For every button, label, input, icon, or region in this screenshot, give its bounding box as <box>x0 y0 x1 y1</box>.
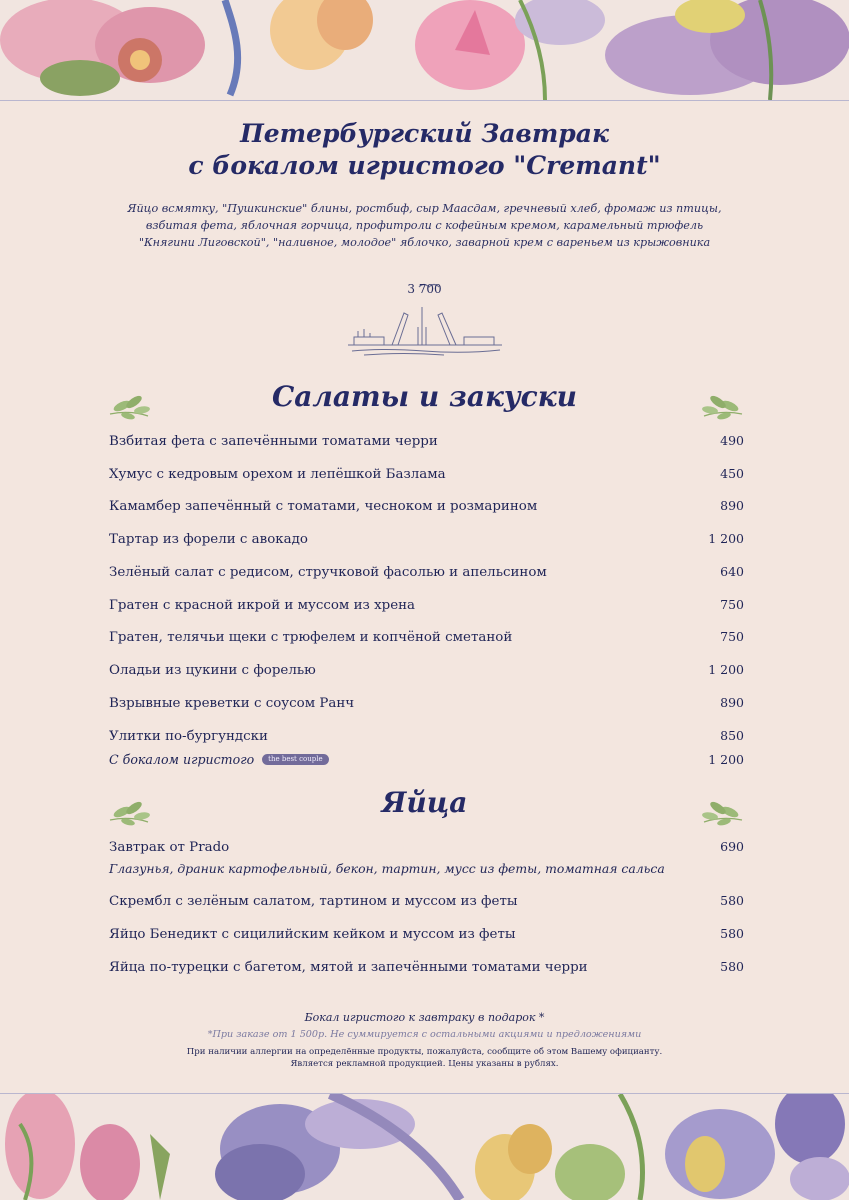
menu-item-price: 850 <box>720 728 744 743</box>
allergy-notice: При наличии аллергии на определённые продукты, пожалуйста, сообщите об этом Вашему официанту. <box>186 1047 663 1057</box>
breakfast-description: Яйцо всмятку, "Пушкинские" блины, ростбиф, сыр Маасдам, гречневый хлеб, фромаж из птицы, взбитая фета, яблочная горчица, профитроли с кофейным кремом, карамельный трюфель "Княгини Лиговской", "наливное, молодое" яблочко, заварной крем с вареньем из крыжовника <box>127 202 722 249</box>
floral-border-bottom <box>0 1093 849 1200</box>
menu-item-price: 890 <box>720 498 744 513</box>
menu-item-name: Яйцо Бенедикт с сицилийским кейком и муссом из феты <box>109 927 516 942</box>
menu-item-name: Зелёный салат с редисом, стручковой фасолью и апельсином <box>109 565 547 580</box>
menu-item <box>109 498 744 514</box>
menu-item-name: Тартар из форели с авокадо <box>109 532 308 547</box>
menu-item <box>109 662 744 678</box>
leaf-sprig-right-icon <box>700 794 744 826</box>
menu-item-description: Глазунья, драник картофельный, бекон, тартин, мусс из феты, томатная сальса <box>109 861 665 876</box>
menu-item-name: Оладьи из цукини с форелью <box>109 663 316 678</box>
menu-item-price: 1 200 <box>708 531 744 546</box>
menu-item-name: Взрывные креветки с соусом Ранч <box>109 696 355 711</box>
gift-conditions: *При заказе от 1 500р. Не суммируется с остальными акциями и предложениями <box>207 1029 642 1040</box>
menu-item <box>109 695 744 711</box>
menu-item-price: 580 <box>720 893 744 908</box>
breakfast-title-line1: Петербургский Завтрак <box>240 119 609 148</box>
menu-item <box>109 466 744 482</box>
floral-illustration-top <box>0 0 849 100</box>
breakfast-price: 3 700 <box>407 282 442 296</box>
gift-note: Бокал игристого к завтраку в подарок * <box>304 1011 545 1024</box>
menu-item-price: 690 <box>720 839 744 854</box>
leaf-sprig-right-icon <box>700 388 744 420</box>
menu-item-combo-price: 1 200 <box>708 752 744 767</box>
menu-item-name: Камамбер запечённый с томатами, чесноком и розмарином <box>109 499 538 514</box>
menu-item <box>109 893 744 909</box>
menu-item-price: 890 <box>720 695 744 710</box>
menu-item <box>109 564 744 580</box>
bridge-icon <box>344 305 506 357</box>
menu-item <box>109 959 744 975</box>
menu-item-name: Гратен с красной икрой и муссом из хрена <box>109 598 416 613</box>
menu-item-price: 750 <box>720 597 744 612</box>
menu-item-price: 1 200 <box>708 662 744 677</box>
menu-item <box>109 728 744 744</box>
menu-item-name: Яйца по-турецки с багетом, мятой и запечёнными томатами черри <box>109 960 588 975</box>
menu-item-name: Взбитая фета с запечёнными томатами черри <box>109 434 438 449</box>
menu-item-name: Хумус с кедровым орехом и лепёшкой Базлама <box>109 467 446 482</box>
section-title-eggs: Яйца <box>381 786 468 819</box>
menu-item-price: 580 <box>720 926 744 941</box>
menu-item-price: 450 <box>720 466 744 481</box>
menu-item-name: Скрембл с зелёным салатом, тартином и муссом из феты <box>109 894 518 909</box>
floral-illustration-bottom <box>0 1094 849 1200</box>
menu-item-combo <box>109 752 744 767</box>
section-title-salads: Салаты и закуски <box>271 380 578 413</box>
menu-item-price: 490 <box>720 433 744 448</box>
menu-item <box>109 531 744 547</box>
combo-label: С бокалом игристого <box>109 752 255 767</box>
menu-item-name: Завтрак от Prado <box>109 840 230 855</box>
menu-item-price: 640 <box>720 564 744 579</box>
menu-item-name: Гратен, телячьи щеки с трюфелем и копчёной сметаной <box>109 630 513 645</box>
advertising-notice: Является рекламной продукцией. Цены указаны в рублях. <box>290 1059 559 1069</box>
floral-border-top <box>0 0 849 101</box>
menu-item-price: 750 <box>720 629 744 644</box>
menu-item-combo-name <box>109 752 329 767</box>
breakfast-title-line2: с бокалом игристого "Cremant" <box>188 151 661 180</box>
menu-item-name: Улитки по-бургундски <box>109 729 268 744</box>
best-couple-badge: the best couple <box>262 754 328 765</box>
menu-item <box>109 629 744 645</box>
menu-item <box>109 433 744 449</box>
menu-item <box>109 597 744 613</box>
menu-item <box>109 926 744 942</box>
menu-item-price: 580 <box>720 959 744 974</box>
menu-item <box>109 839 744 855</box>
